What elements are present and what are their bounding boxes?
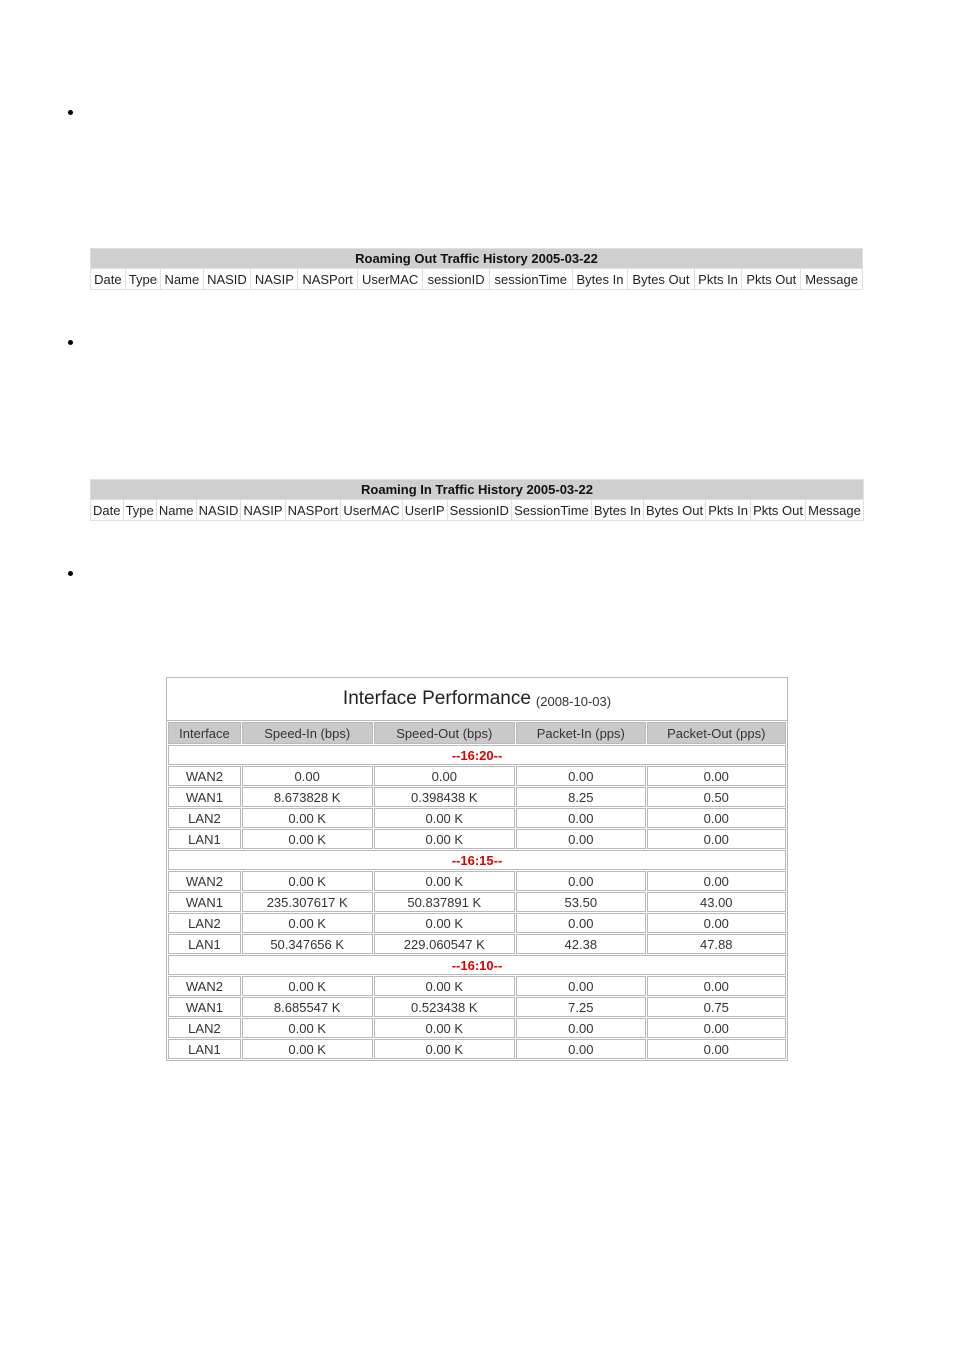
column-header-packet-in-pps: Packet-In (pps) xyxy=(516,722,645,744)
interface-performance-panel xyxy=(166,677,788,1061)
time-label: --16:10-- xyxy=(168,955,786,975)
interface-name: WAN1 xyxy=(168,787,241,807)
column-header-usermac: UserMAC xyxy=(341,500,401,520)
metric-value: 0.00 K xyxy=(374,976,516,996)
column-header-packet-out-pps: Packet-Out (pps) xyxy=(647,722,786,744)
table-row xyxy=(168,892,786,912)
interface-name: WAN2 xyxy=(168,871,241,891)
metric-value: 0.00 xyxy=(516,871,645,891)
column-header-bytes-in: Bytes In xyxy=(592,500,643,520)
metric-value: 0.00 K xyxy=(374,871,516,891)
metric-value: 0.00 K xyxy=(374,808,516,828)
metric-value: 0.00 K xyxy=(374,1039,516,1059)
metric-value: 7.25 xyxy=(516,997,645,1017)
roaming-in-header-row xyxy=(91,500,863,520)
metric-value: 0.00 K xyxy=(374,1018,516,1038)
metric-value: 0.00 K xyxy=(242,913,373,933)
metric-value: 0.00 K xyxy=(374,829,516,849)
metric-value: 0.398438 K xyxy=(374,787,516,807)
metric-value: 0.00 xyxy=(647,1039,786,1059)
column-header-date: Date xyxy=(91,500,123,520)
bullet-icon xyxy=(68,340,73,345)
column-header-type: Type xyxy=(124,500,156,520)
table-row xyxy=(168,934,786,954)
column-header-pkts-out: Pkts Out xyxy=(742,269,800,289)
metric-value: 0.00 K xyxy=(242,829,373,849)
metric-value: 235.307617 K xyxy=(242,892,373,912)
metric-value: 0.00 K xyxy=(242,808,373,828)
metric-value: 0.00 xyxy=(374,766,516,786)
performance-date: (2008-10-03) xyxy=(535,693,612,709)
metric-value: 50.837891 K xyxy=(374,892,516,912)
time-group-row xyxy=(168,955,786,975)
table-row xyxy=(168,808,786,828)
metric-value: 0.00 xyxy=(242,766,373,786)
column-header-type: Type xyxy=(126,269,160,289)
metric-value: 0.00 xyxy=(647,829,786,849)
bullet-icon xyxy=(68,571,73,576)
interface-name: WAN2 xyxy=(168,766,241,786)
time-group-row xyxy=(168,745,786,765)
roaming-in-title: Roaming In Traffic History 2005-03-22 xyxy=(91,480,863,499)
metric-value: 0.00 K xyxy=(242,1018,373,1038)
metric-value: 0.00 K xyxy=(242,976,373,996)
metric-value: 0.00 xyxy=(516,808,645,828)
column-header-nasid: NASID xyxy=(197,500,241,520)
metric-value: 8.25 xyxy=(516,787,645,807)
table-row xyxy=(168,997,786,1017)
metric-value: 0.00 xyxy=(647,766,786,786)
column-header-sessionid: SessionID xyxy=(448,500,511,520)
performance-title: Interface Performance xyxy=(342,688,531,709)
metric-value: 0.00 xyxy=(516,1018,645,1038)
column-header-nasid: NASID xyxy=(204,269,251,289)
column-header-sessiontime: SessionTime xyxy=(512,500,591,520)
metric-value: 0.523438 K xyxy=(374,997,516,1017)
roaming-in-table xyxy=(90,479,864,521)
column-header-nasip: NASIP xyxy=(241,500,284,520)
metric-value: 229.060547 K xyxy=(374,934,516,954)
column-header-name: Name xyxy=(161,269,202,289)
metric-value: 53.50 xyxy=(516,892,645,912)
metric-value: 0.00 K xyxy=(242,871,373,891)
metric-value: 0.00 xyxy=(516,829,645,849)
column-header-pkts-in: Pkts In xyxy=(695,269,742,289)
column-header-sessiontime: sessionTime xyxy=(490,269,572,289)
column-header-sessionid: sessionID xyxy=(423,269,488,289)
performance-body xyxy=(168,745,786,1059)
column-header-bytes-out: Bytes Out xyxy=(628,269,693,289)
column-header-usermac: UserMAC xyxy=(358,269,423,289)
time-label: --16:20-- xyxy=(168,745,786,765)
metric-value: 47.88 xyxy=(647,934,786,954)
column-header-message: Message xyxy=(801,269,862,289)
metric-value: 0.00 xyxy=(516,1039,645,1059)
column-header-message: Message xyxy=(806,500,863,520)
column-header-userip: UserIP xyxy=(403,500,447,520)
column-header-nasport: NASPort xyxy=(298,269,356,289)
roaming-out-header-row xyxy=(91,269,862,289)
metric-value: 42.38 xyxy=(516,934,645,954)
column-header-bytes-out: Bytes Out xyxy=(644,500,705,520)
column-header-nasip: NASIP xyxy=(251,269,297,289)
column-header-nasport: NASPort xyxy=(286,500,341,520)
performance-header-row xyxy=(168,722,786,744)
column-header-bytes-in: Bytes In xyxy=(573,269,628,289)
interface-name: LAN1 xyxy=(168,934,241,954)
time-group-row xyxy=(168,850,786,870)
table-row xyxy=(168,1018,786,1038)
metric-value: 0.50 xyxy=(647,787,786,807)
metric-value: 0.00 xyxy=(516,766,645,786)
performance-title-bar xyxy=(167,678,787,721)
metric-value: 8.685547 K xyxy=(242,997,373,1017)
metric-value: 8.673828 K xyxy=(242,787,373,807)
column-header-speed-out-bps: Speed-Out (bps) xyxy=(374,722,516,744)
performance-table xyxy=(167,721,787,1060)
metric-value: 0.75 xyxy=(647,997,786,1017)
interface-name: LAN2 xyxy=(168,1018,241,1038)
interface-name: LAN2 xyxy=(168,808,241,828)
metric-value: 43.00 xyxy=(647,892,786,912)
interface-name: WAN1 xyxy=(168,997,241,1017)
time-label: --16:15-- xyxy=(168,850,786,870)
metric-value: 0.00 K xyxy=(242,1039,373,1059)
column-header-date: Date xyxy=(91,269,125,289)
table-row xyxy=(168,913,786,933)
column-header-speed-in-bps: Speed-In (bps) xyxy=(242,722,373,744)
metric-value: 0.00 K xyxy=(374,913,516,933)
metric-value: 0.00 xyxy=(516,913,645,933)
metric-value: 0.00 xyxy=(647,913,786,933)
bullet-icon xyxy=(68,110,73,115)
metric-value: 0.00 xyxy=(647,808,786,828)
interface-name: LAN2 xyxy=(168,913,241,933)
roaming-out-title: Roaming Out Traffic History 2005-03-22 xyxy=(91,249,862,268)
interface-name: LAN1 xyxy=(168,829,241,849)
column-header-interface: Interface xyxy=(168,722,241,744)
interface-name: WAN1 xyxy=(168,892,241,912)
table-row xyxy=(168,766,786,786)
table-row xyxy=(168,1039,786,1059)
metric-value: 0.00 xyxy=(647,1018,786,1038)
metric-value: 0.00 xyxy=(647,871,786,891)
roaming-out-table xyxy=(90,248,863,290)
metric-value: 0.00 xyxy=(516,976,645,996)
interface-name: LAN1 xyxy=(168,1039,241,1059)
interface-name: WAN2 xyxy=(168,976,241,996)
column-header-pkts-out: Pkts Out xyxy=(751,500,805,520)
table-row xyxy=(168,871,786,891)
metric-value: 50.347656 K xyxy=(242,934,373,954)
table-row xyxy=(168,976,786,996)
column-header-pkts-in: Pkts In xyxy=(706,500,750,520)
metric-value: 0.00 xyxy=(647,976,786,996)
table-row xyxy=(168,829,786,849)
table-row xyxy=(168,787,786,807)
column-header-name: Name xyxy=(157,500,196,520)
